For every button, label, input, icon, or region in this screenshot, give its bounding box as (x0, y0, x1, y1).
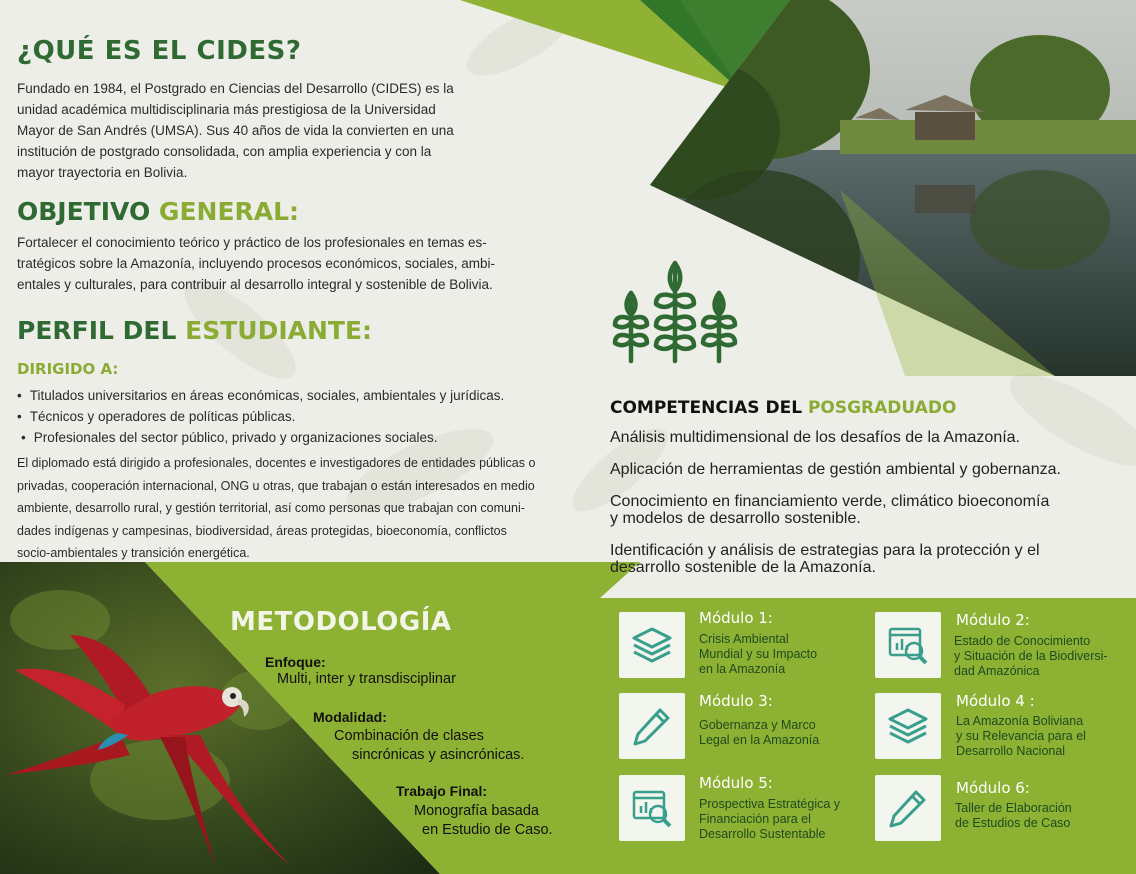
trabajo-label: Trabajo Final: (396, 783, 488, 799)
analytics-icon (886, 623, 930, 667)
competencias-title-a: COMPETENCIAS DEL (610, 398, 803, 418)
module-5-desc: Prospectiva Estratégica y Financiación para el Desarrollo Sustentable (699, 797, 841, 841)
module-2-desc: Estado de Conocimiento y Situación de la Biodiversi- dad Amazónica (954, 634, 1108, 678)
module-1-desc: Crisis Ambiental Mundial y su Impacto en la Amazonía (699, 632, 818, 676)
modalidad-value: Combinación de clases sincrónicas y asincrónicas. (334, 728, 525, 763)
module-3-title: Módulo 3: (699, 692, 773, 710)
module-2-title: Módulo 2: (956, 611, 1030, 629)
competencias-title (610, 398, 956, 418)
layers-icon (886, 704, 930, 748)
objetivo-paragraph (17, 232, 495, 295)
competencia-item: Análisis multidimensional de los desafíos de la Amazonía. (610, 429, 1020, 446)
module-6-title: Módulo 6: (956, 779, 1030, 797)
perfil-title-a: PERFIL DEL (17, 316, 177, 345)
layers-icon (630, 623, 674, 667)
text-line: Fortalecer el conocimiento teórico y práctico de los profesionales en temas es- (17, 235, 487, 250)
pencil-icon (630, 704, 674, 748)
module-5-title: Módulo 5: (699, 774, 773, 792)
list-item: • Técnicos y operadores de políticas públicas. (17, 406, 504, 427)
macaw-image (0, 625, 300, 870)
text-line: institución de postgrado consolidada, con amplia experiencia y con la (17, 144, 432, 159)
competencias-title-b: POSGRADUADO (807, 398, 957, 418)
module-1-title: Módulo 1: (699, 609, 773, 627)
que-es-paragraph (17, 78, 454, 183)
modalidad-label: Modalidad: (313, 709, 387, 725)
text-line: El diplomado está dirigido a profesionales, docentes e investigadores de entidades públicas o (17, 456, 536, 470)
enfoque-label: Enfoque: (265, 654, 326, 670)
dirigido-label: DIRIGIDO A: (17, 360, 119, 378)
text-line: mayor trayectoria en Bolivia. (17, 165, 188, 180)
trabajo-value: Monografía basada en Estudio de Caso. (414, 803, 553, 838)
metodologia-title: METODOLOGÍA (230, 607, 452, 637)
perfil-title (17, 316, 372, 345)
module-4-title: Módulo 4 : (956, 692, 1035, 710)
text-line: Fundado en 1984, el Postgrado en Ciencias del Desarrollo (CIDES) es la (17, 81, 454, 96)
list-item: • Profesionales del sector público, privado y organizaciones sociales. (17, 427, 504, 448)
text-line: Mayor de San Andrés (UMSA). Sus 40 años de vida la convierten en una (17, 123, 454, 138)
module-1-icon-box (619, 612, 685, 678)
list-item: • Titulados universitarios en áreas económicas, sociales, ambientales y jurídicas. (17, 385, 504, 406)
module-6-desc: Taller de Elaboración de Estudios de Caso (955, 801, 1072, 830)
module-2-icon-box (875, 612, 941, 678)
text-line: dades indígenas y campesinas, biodiversidad, áreas protegidas, bioeconomía, conflictos (17, 523, 507, 538)
enfoque-value: Multi, inter y transdisciplinar (277, 671, 456, 687)
competencia-item: Conocimiento en financiamiento verde, climático bioeconomía y modelos de desarrollo sostenible. (610, 493, 1050, 527)
text-line: entales y culturales, para contribuir al desarrollo integral y sostenible de Bolivia. (17, 277, 493, 292)
wheat-icon (605, 255, 745, 365)
text-line: ambiente, desarrollo rural, y gestión territorial, así como personas que trabajan con comuni- (17, 501, 525, 515)
competencias-list (610, 429, 1130, 576)
module-4-desc: La Amazonía Boliviana y su Relevancia para el Desarrollo Nacional (956, 714, 1086, 758)
pencil-icon (886, 786, 930, 830)
analytics-icon (630, 786, 674, 830)
perfil-title-b: ESTUDIANTE: (185, 316, 373, 345)
text-line: privadas, cooperación internacional, ONG u otras, que trabajan o están interesados en medio (17, 478, 535, 493)
que-es-title: ¿QUÉ ES EL CIDES? (17, 36, 302, 66)
dirigido-list (17, 385, 504, 448)
competencia-item: Aplicación de herramientas de gestión ambiental y gobernanza. (610, 461, 1061, 478)
module-4-icon-box (875, 693, 941, 759)
module-3-icon-box (619, 693, 685, 759)
text-line: unidad académica multidisciplinaria más prestigiosa de la Universidad (17, 102, 436, 117)
module-3-desc: Gobernanza y Marco Legal en la Amazonía (699, 718, 820, 747)
competencia-item: Identificación y análisis de estrategias para la protección y el desarrollo sostenible de la Amazonía. (610, 542, 1040, 576)
perfil-paragraph (17, 452, 535, 565)
module-5-icon-box (619, 775, 685, 841)
objetivo-title-a: OBJETIVO (17, 197, 151, 226)
objetivo-title-b: GENERAL: (158, 197, 300, 226)
text-line: tratégicos sobre la Amazonía, incluyendo procesos económicos, sociales, ambi- (17, 256, 495, 271)
module-6-icon-box (875, 775, 941, 841)
objetivo-title (17, 197, 299, 226)
text-line: socio-ambientales y transición energética. (17, 546, 250, 560)
